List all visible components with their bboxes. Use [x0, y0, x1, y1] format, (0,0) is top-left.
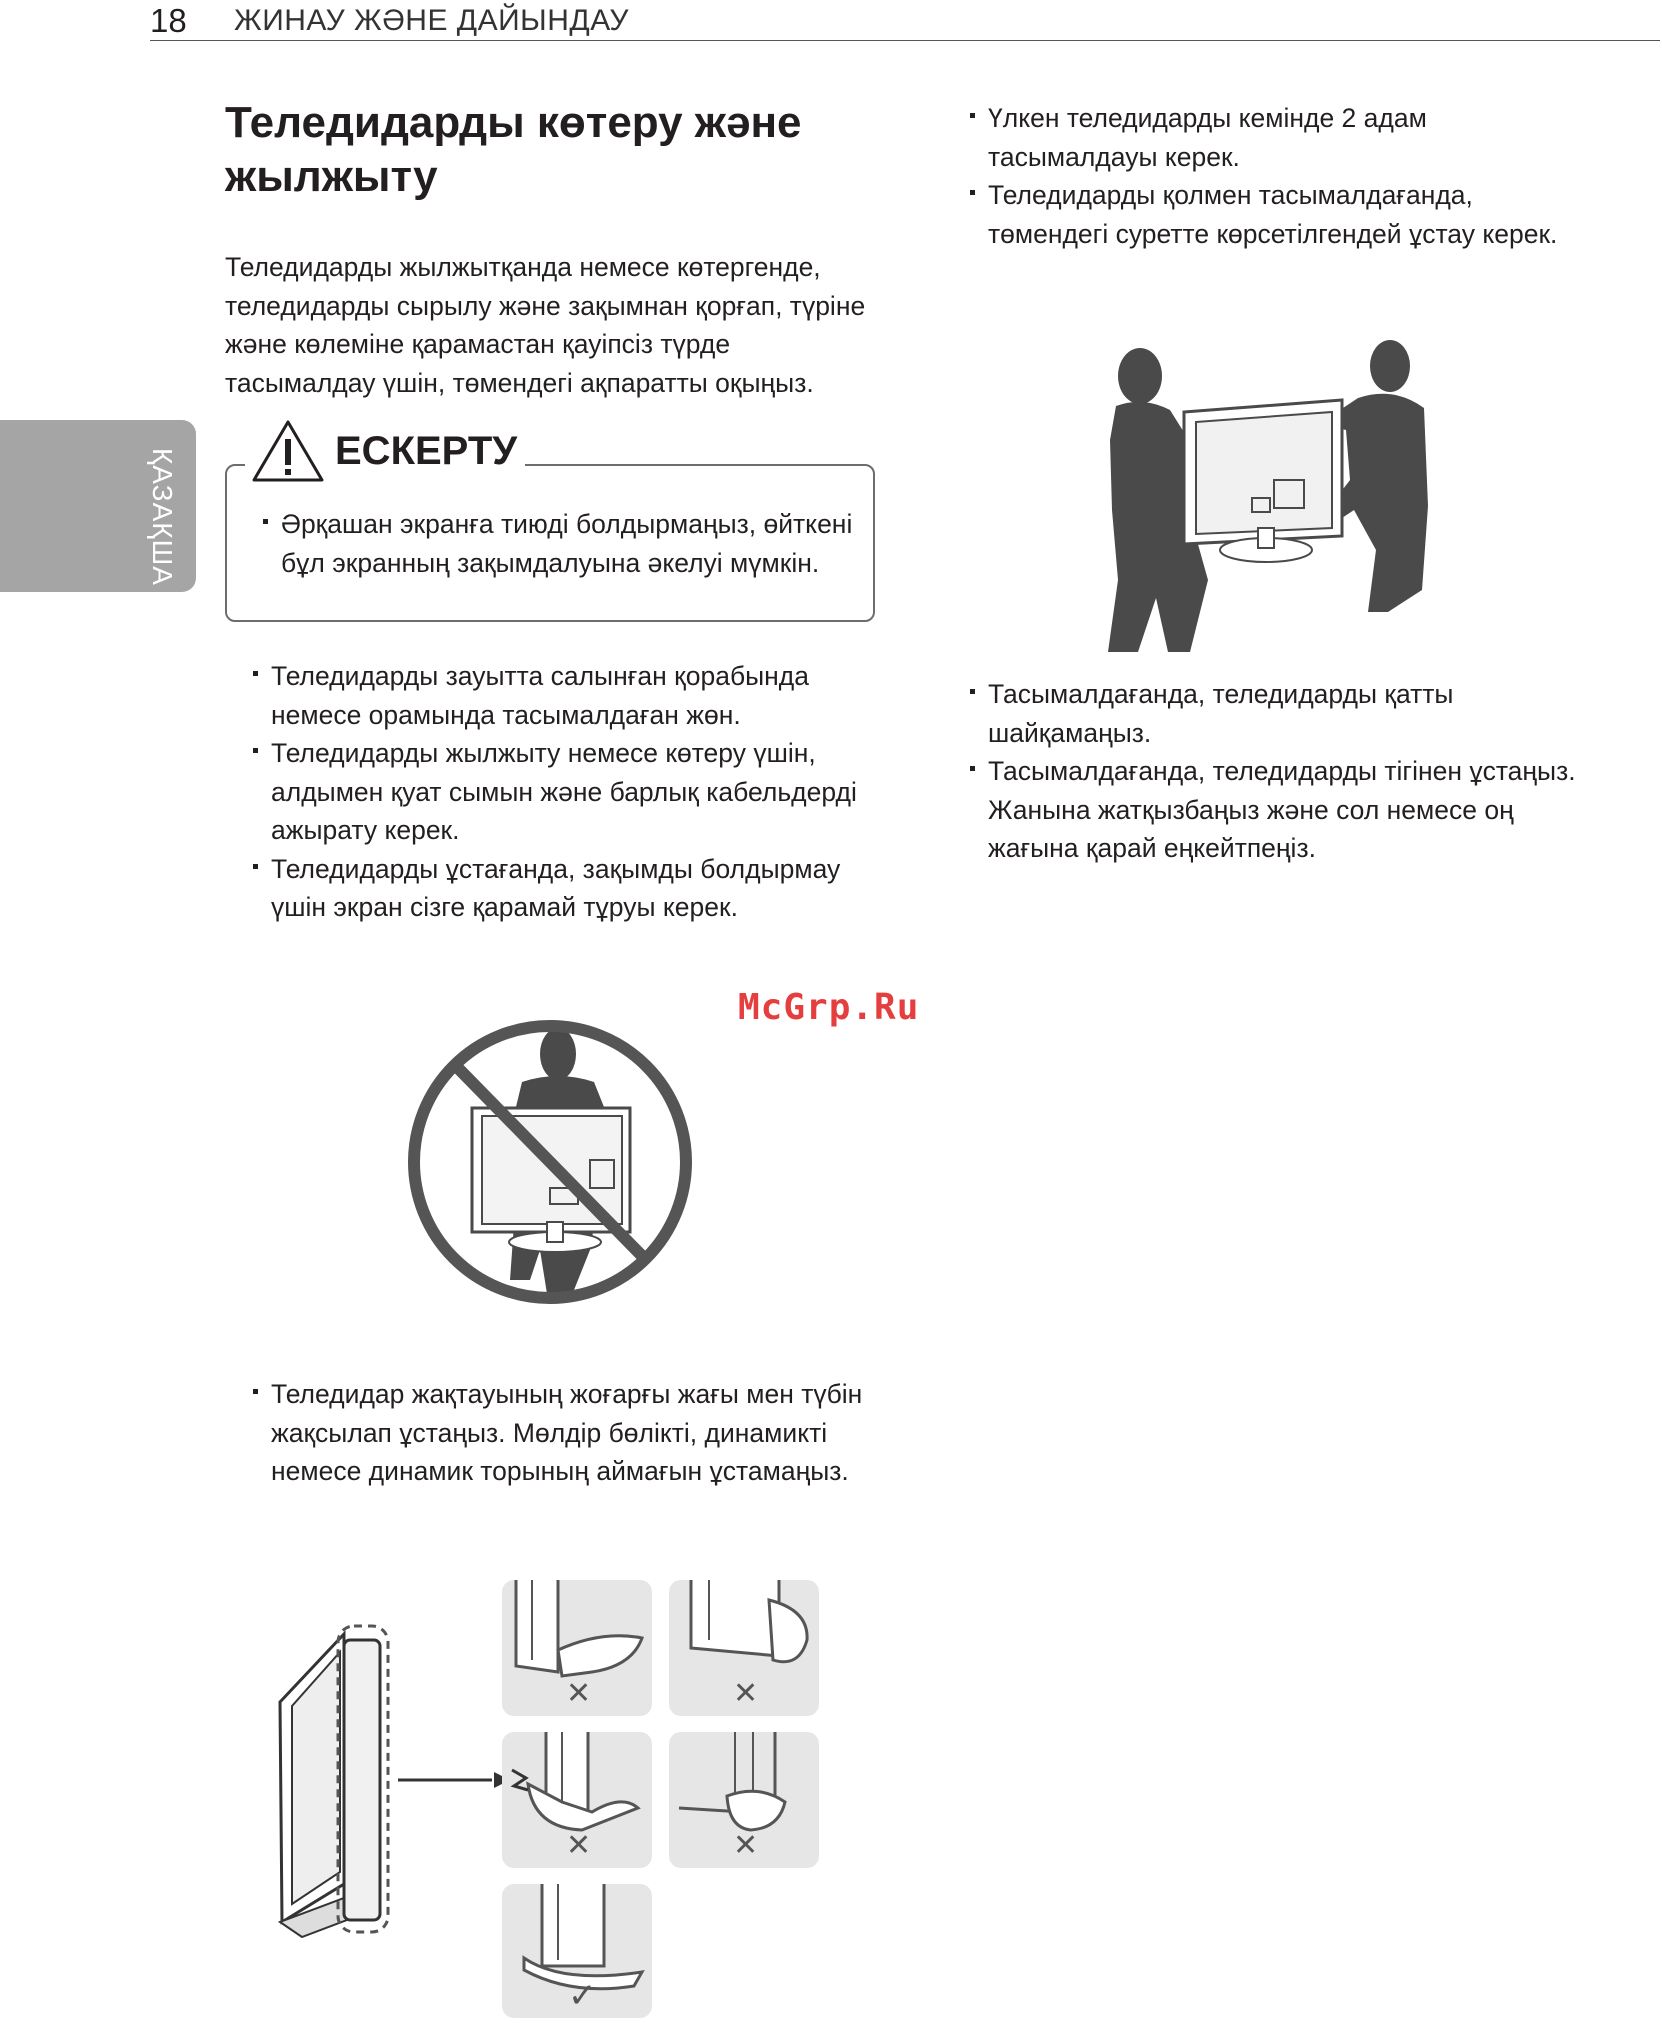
wrong-mark: ✕ — [566, 1829, 592, 1862]
tv-side-view-illustration — [272, 1622, 512, 1944]
grip-panel-wrong-3 — [502, 1732, 652, 1868]
transport-list — [970, 99, 1590, 253]
grip-panel-wrong-2 — [669, 1580, 819, 1716]
language-tab — [0, 420, 196, 592]
wrong-mark: ✕ — [733, 1829, 759, 1862]
page-title: Теледидарды көтеру және жылжыту — [225, 98, 802, 201]
list-item: Теледидарды ұстағанда, зақымды болдырмау үшін экран сізге қарамай тұруы керек. — [253, 850, 893, 927]
correct-mark: ✓ — [568, 1977, 597, 2015]
caution-header — [245, 416, 525, 486]
list-item: Үлкен теледидарды кемінде 2 адам тасымалдауы керек. — [970, 99, 1590, 176]
handling-list — [253, 657, 893, 927]
caution-list — [263, 505, 853, 582]
transport-tips-list — [970, 675, 1590, 868]
prohibited-carry-illustration — [400, 1010, 700, 1310]
list-item: Теледидарды қолмен тасымалдағанда, төмендегі суретте көрсетілгендей ұстау керек. — [970, 176, 1590, 253]
list-item: Теледидарды зауытта салынған қорабында немесе орамында тасымалдаған жөн. — [253, 657, 893, 734]
grip-panel-correct — [502, 1884, 652, 2018]
language-tab-label: ҚАЗАҚША — [147, 448, 178, 586]
intro-paragraph: Теледидарды жылжытқанда немесе көтергенде, теледидарды сырылу және зақымнан қорғап, түріне және көлеміне қарамастан қауіпсіз түрде тасымалдау үшін, төмендегі ақпаратты оқыңыз. — [225, 252, 866, 398]
list-item: Теледидар жақтауының жоғарғы жағы мен түбін жақсылап ұстаңыз. Мөлдір бөлікті, динамикті немесе динамик торының аймағын ұстамаңыз. — [253, 1375, 883, 1491]
two-person-carry-illustration — [1098, 330, 1438, 654]
section-title: ЖИНАУ ЖӘНЕ ДАЙЫНДАУ — [234, 4, 629, 37]
list-item: Теледидарды жылжыту немесе көтеру үшін, алдымен қуат сымын және барлық кабельдерді ажырату керек. — [253, 734, 893, 850]
list-item: Әрқашан экранға тиюді болдырмаңыз, өйткені бұл экранның зақымдалуына әкелуі мүмкін. — [263, 505, 853, 582]
wrong-mark: ✕ — [566, 1677, 592, 1710]
grip-list — [253, 1375, 883, 1491]
list-item: Тасымалдағанда, теледидарды қатты шайқамаңыз. — [970, 675, 1590, 752]
wrong-mark: ✕ — [733, 1677, 759, 1710]
page-number: 18 — [150, 2, 187, 39]
watermark: McGrp.Ru — [738, 987, 920, 1028]
page-header — [150, 0, 1660, 41]
grip-panel-wrong-4 — [669, 1732, 819, 1868]
warning-triangle-icon — [251, 419, 325, 483]
grip-panel-wrong-1 — [502, 1580, 652, 1716]
caution-title: ЕСКЕРТУ — [335, 428, 518, 473]
list-item: Тасымалдағанда, теледидарды тігінен ұстаңыз. Жанына жатқызбаңыз және сол немесе оң жағына қарай еңкейтпеңіз. — [970, 752, 1590, 868]
